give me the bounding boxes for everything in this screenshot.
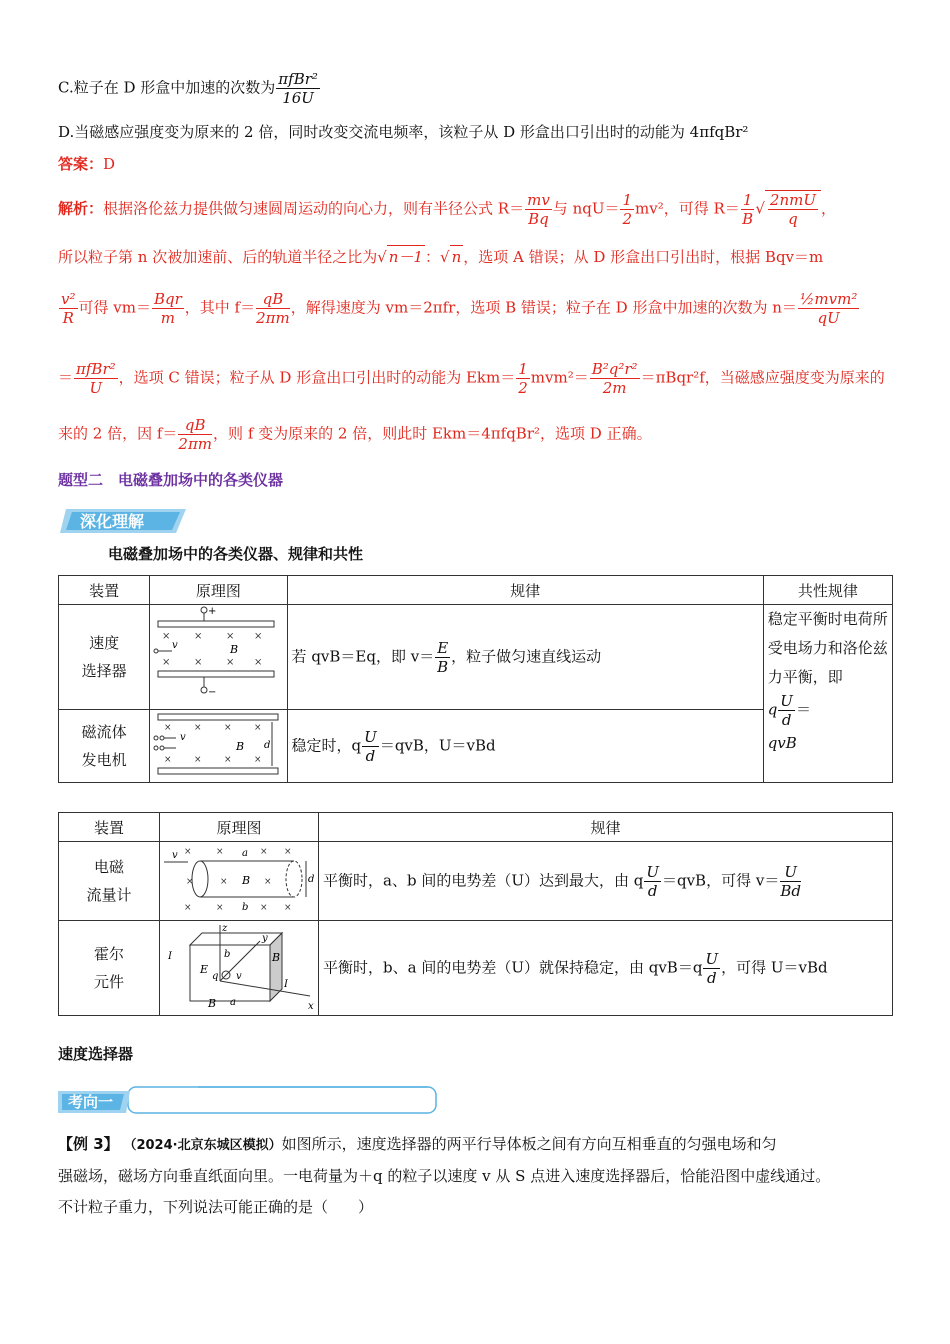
svg-text:×: ×: [194, 657, 203, 668]
diagram-hall-element: [160, 921, 319, 1016]
option-c: C.粒子在 D 形盒中加速的次数为 $\frac{\text{πfBr²}}{16U}$: [58, 70, 318, 107]
svg-text:×: ×: [224, 755, 232, 765]
example-3: 【例 3】 （2024·北京东城区模拟）如图所示，速度选择器的两平行导体板之间有方向互相垂直的匀强电场和匀 强磁场，磁场方向垂直纸面向里。一电荷量为＋q 的粒子以速度 v 从 S 点进入速度选择器后，恰能沿图中虚线通过。 不计粒子重力，下列说法可能正确的是（ ）: [58, 1135, 831, 1216]
svg-text:B: B: [230, 643, 239, 656]
svg-text:×: ×: [216, 903, 224, 913]
device-mhd-generator: 磁流体 发电机: [59, 710, 150, 783]
svg-text:×: ×: [284, 903, 292, 913]
svg-text:×: ×: [194, 755, 202, 765]
analysis-line-3: $\frac{\text{v²}}{R}$ 可得 vm＝ $\frac{\text{Bqr}}{m}$ ，其中 f＝ $\frac{qB}{2\pi m}$ ，解得速度为 vm＝2πfr，选项 B 错误；粒子在 D 形盒中加速的次数为 n＝ $\frac{\text{½mvm²}}{qU}$: [61, 290, 858, 327]
rule-flowmeter: 平衡时，a、b 间的电势差（U）达到最大，由 q $\frac{U}{d}$ ＝qvB，可得 v＝ $\frac{U}{Bd}$: [319, 842, 893, 921]
table-instruments-2: [58, 812, 893, 1016]
analysis-line-4: ＝ $\frac{\text{πfBr²}}{U}$ ，选项 C 错误；粒子从 D 形盒出口引出时的动能为 Ekm＝ $\frac{1}{2}$ mvm²＝ $\frac{\text{B²q²r²}}{2m}$ ＝πBqr²f，当磁感应强度变为原来的: [58, 360, 885, 397]
direction-banner-text: 考向一: [68, 1093, 114, 1111]
banner-deepen: [58, 507, 188, 535]
svg-text:×: ×: [194, 631, 203, 642]
svg-text:×: ×: [184, 903, 192, 913]
svg-text:v: v: [172, 640, 178, 651]
sub-heading: 速度选择器: [58, 1045, 134, 1063]
svg-text:×: ×: [254, 723, 262, 733]
svg-text:q: q: [212, 971, 219, 982]
answer: 答案：D: [58, 155, 116, 173]
svg-text:×: ×: [216, 847, 224, 857]
device-flowmeter: 电磁 流量计: [59, 842, 160, 921]
svg-text:×: ×: [184, 847, 192, 857]
svg-text:B: B: [208, 997, 217, 1010]
mhd-generator-diagram: [150, 710, 286, 778]
rule-hall-element: 平衡时，b、a 间的电势差（U）就保持稳定，由 qvB＝q $\frac{U}{d}$ ，可得 U＝vBd: [319, 921, 893, 1016]
svg-text:×: ×: [254, 657, 263, 668]
velocity-selector-diagram: [150, 605, 286, 705]
fraction: $\frac{\text{πfBr²}}{16U}$: [278, 70, 318, 107]
svg-text:I: I: [284, 979, 288, 990]
rule-mhd-generator: 稳定时，q $\frac{U}{d}$ ＝qvB，U＝vBd: [287, 710, 763, 783]
svg-text:×: ×: [226, 657, 235, 668]
svg-text:+: +: [208, 606, 217, 617]
header-diagram-2: 原理图: [160, 813, 319, 842]
svg-text:d: d: [264, 740, 271, 751]
direction-banner: [58, 1085, 438, 1115]
header-rule-2: 规律: [319, 813, 893, 842]
diagram-velocity-selector: [150, 605, 287, 710]
svg-text:×: ×: [164, 755, 172, 765]
device-velocity-selector: 速度 选择器: [59, 605, 150, 710]
hall-element-diagram: [160, 921, 318, 1011]
svg-text:−: −: [208, 687, 217, 698]
diagram-flowmeter: [160, 842, 319, 921]
svg-text:v: v: [180, 732, 186, 743]
header-device-2: 装置: [59, 813, 160, 842]
svg-text:b: b: [224, 949, 231, 960]
analysis-line-1: 解析：根据洛伦兹力提供做匀速圆周运动的向心力，则有半径公式 R＝ $\frac{mv}{Bq}$ 与 nqU＝ $\frac{1}{2}$ mv²，可得 R＝ $\frac{1}{B}$ √ $\frac{\text{2nmU}}{q}$ ，: [58, 191, 837, 228]
svg-text:v: v: [236, 971, 242, 982]
svg-text:b: b: [242, 902, 249, 913]
svg-text:×: ×: [284, 847, 292, 857]
svg-text:×: ×: [224, 723, 232, 733]
svg-text:B: B: [242, 874, 251, 887]
option-d: D.当磁感应强度变为原来的 2 倍，同时改变交流电频率，该粒子从 D 形盒出口引出时的动能为 4πfqBr²: [58, 123, 749, 141]
header-diagram: 原理图: [150, 576, 287, 605]
svg-text:×: ×: [226, 631, 235, 642]
table-instruments-1: [58, 575, 893, 783]
svg-text:×: ×: [254, 631, 263, 642]
svg-text:I: I: [168, 951, 172, 962]
flowmeter-diagram: [160, 842, 318, 916]
svg-text:×: ×: [162, 657, 171, 668]
svg-text:B: B: [272, 951, 281, 964]
svg-text:B: B: [236, 740, 245, 753]
analysis-line-5: 来的 2 倍，因 f＝ $\frac{qB}{2\pi m}$ ，则 f 变为原来的 2 倍，则此时 Ekm＝4πfqBr²，选项 D 正确。: [58, 416, 652, 453]
subtitle: 电磁叠加场中的各类仪器、规律和共性: [108, 545, 364, 563]
svg-text:v: v: [172, 850, 178, 861]
svg-text:×: ×: [220, 877, 228, 887]
svg-text:×: ×: [260, 903, 268, 913]
common-rule: 稳定平衡时电荷所受电场力和洛伦兹力平衡，即 q $\frac{U}{d}$ ＝ qvB: [763, 605, 892, 783]
svg-text:E: E: [200, 963, 209, 976]
svg-text:×: ×: [186, 877, 194, 887]
header-rule: 规律: [287, 576, 763, 605]
svg-text:×: ×: [194, 723, 202, 733]
svg-text:×: ×: [254, 755, 262, 765]
diagram-mhd-generator: [150, 710, 287, 783]
svg-text:a: a: [230, 997, 236, 1008]
header-common: 共性规律: [763, 576, 892, 605]
svg-text:d: d: [308, 874, 315, 885]
svg-text:×: ×: [164, 723, 172, 733]
svg-text:y: y: [262, 933, 268, 944]
device-hall-element: 霍尔 元件: [59, 921, 160, 1016]
header-device: 装置: [59, 576, 150, 605]
svg-text:z: z: [222, 923, 228, 934]
svg-text:×: ×: [264, 877, 272, 887]
svg-text:×: ×: [162, 631, 171, 642]
analysis-line-2: 所以粒子第 n 次被加速前、后的轨道半径之比为√ n－1 ：√ n ，选项 A 错误；从 D 形盒出口引出时，根据 Bqv＝m: [58, 245, 896, 268]
section-title: 题型二 电磁叠加场中的各类仪器: [58, 471, 284, 489]
svg-text:×: ×: [260, 847, 268, 857]
svg-text:a: a: [242, 848, 248, 859]
svg-text:x: x: [308, 1001, 314, 1011]
banner-text: 深化理解: [80, 512, 145, 531]
rule-velocity-selector: 若 qvB＝Eq，即 v＝ $\frac{E}{B}$ ，粒子做匀速直线运动: [287, 605, 763, 710]
